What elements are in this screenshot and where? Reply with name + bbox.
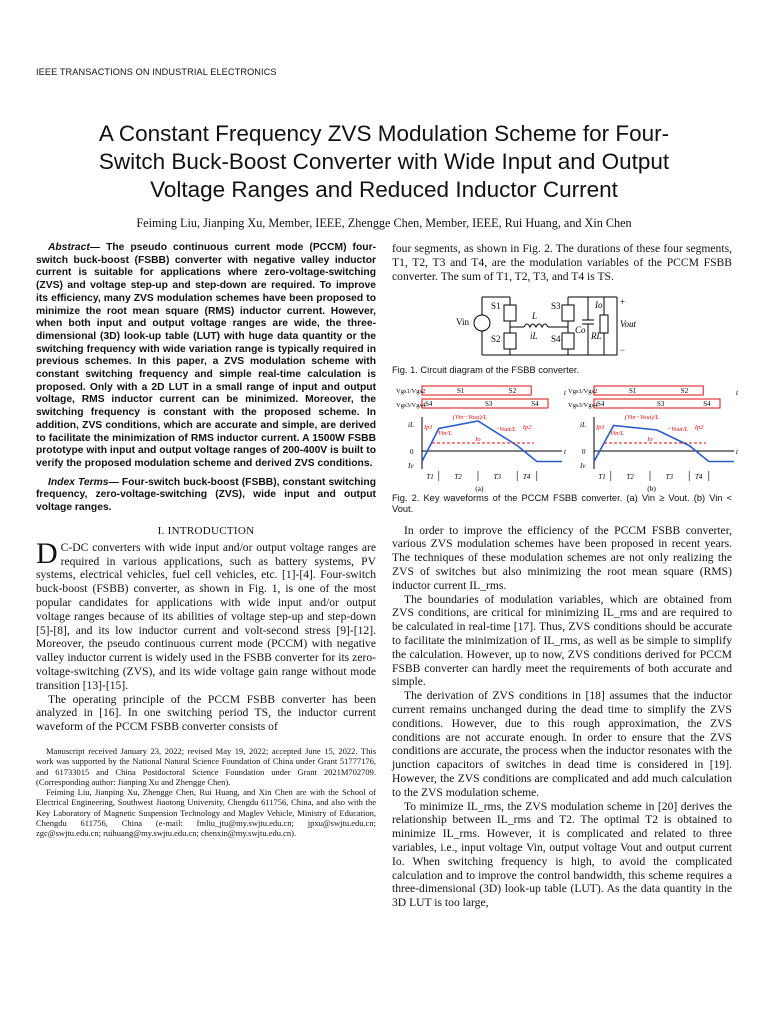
gate-label: Vgs1/Vgs2 xyxy=(568,387,598,395)
subfigure-label: (b) xyxy=(647,483,656,493)
gate-label: Vgs3/Vgs4 xyxy=(396,401,426,409)
axis-t: t xyxy=(564,447,566,456)
switch-label: S2 xyxy=(508,386,517,395)
slope-label: (Vin−Vout)/L xyxy=(624,413,660,421)
slope-label: (Vin−Vout)/L xyxy=(452,413,488,421)
peak-label: Ip1 xyxy=(424,423,433,431)
intro-paragraph-2: The operating principle of the PCCM FSBB converter has been analyzed in [16]. In one switching period TS, the inductor current waveform of the PCCM FSBB converter consists of xyxy=(36,692,376,734)
figure-1 xyxy=(392,287,732,365)
switch-label: S1 xyxy=(457,386,465,395)
intro-text: C-DC converters with wide input and/or output voltage ranges are required in various applications, such as battery systems, PV systems, electrical vehicles, fuel cell vehicles, etc. [1]-[4]. Four-switch buck-boost (FSBB) converter, as shown in Fig. 1, is one of the most popular candidates for applications with wide input and/or output voltage ranges because of its abilities of voltage step-up and step-down [5]-[8], and its low inductor current and volt-second stress [9]-[12]. Moreover, the pseudo continuous current mode (PCCM) with negative valley inductor current is widely used in the FSBB converter for its zero-voltage-switching (ZVS), and its wide voltage gain range without mode transition [13]-[15]. xyxy=(36,540,376,692)
fig1-label: iL xyxy=(530,331,538,342)
intro-paragraph xyxy=(36,536,376,693)
gate-label: Vgs1/Vgs2 xyxy=(396,387,426,395)
fig1-label: S1 xyxy=(491,301,501,312)
left-column xyxy=(36,242,376,839)
peak-label: Ip2 xyxy=(694,423,704,431)
fig1-label: S4 xyxy=(551,334,561,345)
axis-zero: 0 xyxy=(410,447,414,456)
axis-t: t xyxy=(564,388,566,397)
axis-il: iL xyxy=(408,420,414,429)
slope-label: Vin/L xyxy=(610,429,624,437)
paper-title xyxy=(36,120,732,204)
axis-iv: Iv xyxy=(408,461,414,470)
index-terms-text: — Four-switch buck-boost (FSBB), constant switching frequency, zero-voltage-switching (ZVS), wide input and output voltage ranges. xyxy=(36,476,376,514)
switch-label: S4 xyxy=(425,399,433,408)
fig1-label: − xyxy=(620,345,626,356)
subfigure-label: (a) xyxy=(475,483,484,493)
title-line: A Constant Frequency ZVS Modulation Scheme for Four- xyxy=(98,121,670,146)
figure-2 xyxy=(392,383,738,493)
right-column xyxy=(392,242,738,910)
peak-label: Ip2 xyxy=(522,423,532,431)
segment-label: T3 xyxy=(665,472,674,481)
fig1-label: Io xyxy=(595,300,603,311)
fig1-label: L xyxy=(532,311,538,322)
title-line: Voltage Ranges and Reduced Inductor Current xyxy=(150,177,618,202)
switch-label: S4 xyxy=(597,399,605,408)
figure-1-caption: Fig. 1. Circuit diagram of the FSBB converter. xyxy=(392,365,580,376)
body-paragraph: To minimize IL_rms, the ZVS modulation scheme in [20] derives the relationship between IL_rms and T2. The optimal T2 is obtained to minimize IL_rms. However, it is complicated and related to three variables, i.e., input voltage Vin, output voltage Vout and output current Io. When switching frequency is high, to avoid the complicated calculation and to improve the control bandwidth, this scheme requires a three-dimensional (3D) look-up table (LUT). As the data quantity in the 3D LUT is too large, xyxy=(392,799,732,910)
io-label: Io xyxy=(475,435,481,443)
body-paragraph: The derivation of ZVS conditions in [18] assumes that the inductor current remains unchanged during the dead time to simplify the ZVS conditions. However, due to this rough approximation, the ZVS conditions are not accurate enough. In order to ensure that the ZVS conditions are accurate, the process when the inductor resonates with the junction capacitors of switches in dead time is considered in [19]. However, the ZVS conditions are complicated and add much calculation to the ZVS modulation scheme. xyxy=(392,689,732,799)
fig1-label: RL xyxy=(591,331,602,342)
segment-label: T3 xyxy=(493,472,502,481)
axis-t: t xyxy=(736,388,738,397)
footnote-manuscript: Manuscript received January 23, 2022; revised May 19, 2022; accepted June 15, 2022. This work was supported by the National Natural Science Foundation of China under Grant 51777176, and 61733015 and China Postdoctoral Science Foundation under Grant 2021M702709. (Corresponding author: Jianping Xu and Zhengge Chen). xyxy=(36,745,376,787)
fig1-label: S2 xyxy=(491,334,501,345)
index-terms-label: Index Terms xyxy=(48,476,109,488)
author-list: Feiming Liu, Jianping Xu, Member, IEEE, Zhengge Chen, Member, IEEE, Rui Huang, and Xin Chen xyxy=(136,216,632,230)
gate-label: Vgs3/Vgs4 xyxy=(568,401,598,409)
segment-label: T4 xyxy=(523,472,531,481)
segment-label: T2 xyxy=(454,472,462,481)
inductor-current-waveform xyxy=(422,421,562,462)
abstract-label: Abstract xyxy=(48,242,90,253)
slope-label: −Vout/L xyxy=(666,425,689,433)
segment-label: T4 xyxy=(695,472,703,481)
switch-label: S4 xyxy=(703,399,711,408)
slope-label: Vin/L xyxy=(438,429,452,437)
fig1-label: Co xyxy=(575,325,586,336)
body-paragraph: The boundaries of modulation variables, which are obtained from ZVS conditions, are critical for minimizing IL_rms and are required to be calculated in real-time [17]. Thus, ZVS conditions should be accurate to facilitate the minimization of IL_rms, as well as be simple to simplify the calculation. However, up to now, ZVS conditions derived for PCCM FSBB converter can hardly meet the requirements of both accurate and simple. xyxy=(392,592,732,689)
switch-label: S2 xyxy=(680,386,689,395)
segment-label: T1 xyxy=(598,472,606,481)
segment-label: T2 xyxy=(626,472,634,481)
journal-header: IEEE TRANSACTIONS ON INDUSTRIAL ELECTRONICS xyxy=(36,67,277,77)
section-heading: I. INTRODUCTION xyxy=(157,524,255,537)
figure-2-caption: Fig. 2. Key waveforms of the PCCM FSBB converter. (a) Vin ≥ Vout. (b) Vin < Vout. xyxy=(392,492,732,515)
fig1-label: + xyxy=(620,297,626,308)
segment-label: T1 xyxy=(426,472,434,481)
switch-label: S3 xyxy=(485,399,493,408)
slope-label: −Vout/L xyxy=(494,425,517,433)
switch-label: S4 xyxy=(531,399,539,408)
footnote-affiliation: Feiming Liu, Jianping Xu, Zhengge Chen, Rui Huang, and Xin Chen are with the School of Electrical Engineering, Southwest Jiaotong University, Chengdu 611756, China, and also with the Key Laboratory of Magnetic Suspension Technology and Maglev Vehicle, Ministry of Education, Chengdu 611756, China (e-mail: fmliu_jtu@my.swjtu.edu.cn; jpxu@swjtu.edu.cn; zgc@swjtu.edu.cn; ruihuang@my.swjtu.edu.cn; chenxin@my.swjtu.edu.cn). xyxy=(36,787,376,839)
axis-il: iL xyxy=(580,420,586,429)
abstract-text: — The pseudo continuous current mode (PCCM) four-switch buck-boost (FSBB) converter with negative valley inductor current is suitable for applications where zero-voltage-switching (ZVS) and voltage step-up and step-down are required. To improve its efficiency, many ZVS modulation schemes have been proposed to minimize the root mean square (RMS) inductor current. However, when both input and output voltage ranges are wide, the three-dimensional (3D) look-up table (LUT) with huge data quantity or the switching frequency with wide variation range is typically required in previous schemes. In this paper, a ZVS modulation scheme with constant switching frequency and simple real-time calculation is proposed. Only with a 2D LUT in a small range of input and output voltage, RMS inductor current can be minimized. Moreover, the switching frequency is constant with the proposed scheme. In addition, ZVS conditions, which are accurate and simple, are derived to facilitate the minimization of RMS inductor current. A 1500W FSBB prototype with input and output voltage ranges of 200-400V is built to verify the proposed modulation scheme and derived ZVS conditions. xyxy=(36,242,376,469)
io-label: Io xyxy=(647,435,653,443)
body-paragraph: In order to improve the efficiency of the PCCM FSBB converter, various ZVS modulation schemes have been proposed in recent years. The techniques of these modulation schemes are not only realizing the ZVS of switches but also minimizing the root mean square (RMS) inductor current IL_rms. xyxy=(392,523,732,592)
waveform-diagram xyxy=(392,383,738,493)
axis-zero: 0 xyxy=(582,447,586,456)
abstract xyxy=(36,242,376,471)
switch-label: S1 xyxy=(629,386,637,395)
fig1-label: S3 xyxy=(551,301,561,312)
axis-t: t xyxy=(736,447,738,456)
fig1-label: Vout xyxy=(620,319,637,330)
title-line: Switch Buck-Boost Converter with Wide Input and Output xyxy=(98,149,670,174)
fig1-label: Vin xyxy=(456,317,469,328)
switch-label: S3 xyxy=(657,399,665,408)
circuit-diagram xyxy=(392,287,732,365)
body-paragraph: four segments, as shown in Fig. 2. The durations of these four segments, T1, T2, T3 and T4, are the modulation variables of the PCCM FSBB converter. The sum of T1, T2, T3, and T4 is TS. xyxy=(392,242,732,283)
drop-cap: D xyxy=(36,536,58,570)
peak-label: Ip1 xyxy=(596,423,605,431)
index-terms xyxy=(36,477,376,515)
axis-iv: Iv xyxy=(580,461,586,470)
